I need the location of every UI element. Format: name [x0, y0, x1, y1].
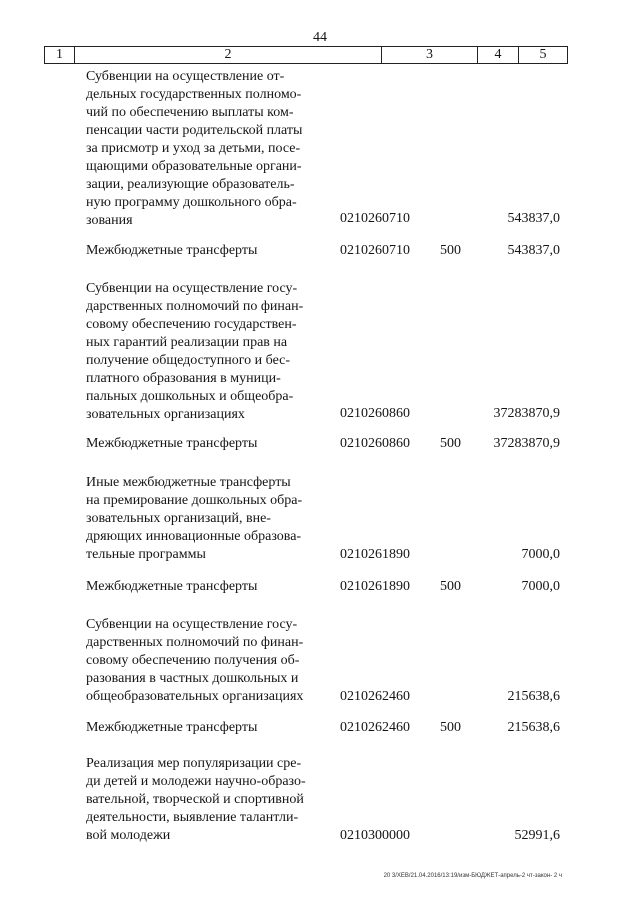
header-col-5: 5 — [539, 47, 547, 62]
row-description: Межбюджетные трансферты — [86, 720, 258, 735]
row-description: Субвенции на осуществление госу- дарственных полномочий по финан- совому обеспечению государствен- ных гарантий реализации прав на получение общедоступного и бес- платного образования в муници- пальных дошкольных и общеобра- зовательных организациях — [86, 281, 304, 422]
header-col-4: 4 — [478, 47, 519, 63]
header-col-1: 1 — [45, 47, 75, 63]
row-description: Межбюджетные трансферты — [86, 436, 258, 451]
table-row — [0, 578, 640, 596]
row-description: Иные межбюджетные трансферты на премирование дошкольных обра- зовательных организаций, вне- дряющих инновационные образова- тельные программы — [86, 475, 303, 562]
row-type: 500 — [440, 243, 461, 258]
row-code: 0210300000 — [340, 828, 410, 843]
row-code: 0210262460 — [340, 720, 410, 735]
table-row — [0, 755, 640, 845]
table-header — [44, 46, 568, 64]
table-row — [0, 242, 640, 260]
table-row — [0, 719, 640, 737]
row-description: Субвенции на осуществление от- дельных государственных полномо- чий по обеспечению выплаты ком- пенсации части родительской платы за присмотр и уход за детьми, посе- щающими образовательные органи- зации, реализующие образователь- ную программу дошкольного обра- зования — [86, 69, 303, 228]
row-amount: 37283870,9 — [493, 436, 560, 451]
row-amount: 543837,0 — [507, 243, 560, 258]
row-amount: 215638,6 — [507, 689, 560, 704]
row-type: 500 — [440, 579, 461, 594]
row-code: 0210260710 — [340, 211, 410, 226]
row-code: 0210261890 — [340, 579, 410, 594]
row-code: 0210260860 — [340, 406, 410, 421]
header-col-3: 3 — [382, 47, 478, 63]
table-row — [0, 616, 640, 706]
page-number: 44 — [313, 30, 327, 45]
row-type: 500 — [440, 436, 461, 451]
row-code: 0210260860 — [340, 436, 410, 451]
row-description: Субвенции на осуществление госу- дарственных полномочий по финан- совому обеспечению получения об- разования в частных дошкольных и общеобразовательных организациях — [86, 617, 304, 704]
row-type: 500 — [440, 720, 461, 735]
footer-stamp: 20 3/ХЕВ/21.04.2016/13:19/изм-БЮДЖЕТ-апрель-2 чт-закон- 2 ч — [383, 873, 562, 879]
row-code: 0210260710 — [340, 243, 410, 258]
row-amount: 215638,6 — [507, 720, 560, 735]
table-row — [0, 68, 640, 228]
row-description: Межбюджетные трансферты — [86, 579, 258, 594]
row-amount: 543837,0 — [507, 211, 560, 226]
table-row — [0, 280, 640, 423]
row-amount: 37283870,9 — [493, 406, 560, 421]
row-amount: 7000,0 — [521, 547, 560, 562]
row-description: Реализация мер популяризации сре- ди детей и молодежи научно-образо- вательной, творческой и спортивной деятельности, выявление талантли- вой молодежи — [86, 756, 306, 843]
row-description: Межбюджетные трансферты — [86, 243, 258, 258]
row-code: 0210262460 — [340, 689, 410, 704]
table-row — [0, 435, 640, 453]
table-row — [0, 474, 640, 564]
row-amount: 7000,0 — [521, 579, 560, 594]
row-amount: 52991,6 — [514, 828, 560, 843]
header-col-2: 2 — [75, 47, 382, 63]
row-code: 0210261890 — [340, 547, 410, 562]
